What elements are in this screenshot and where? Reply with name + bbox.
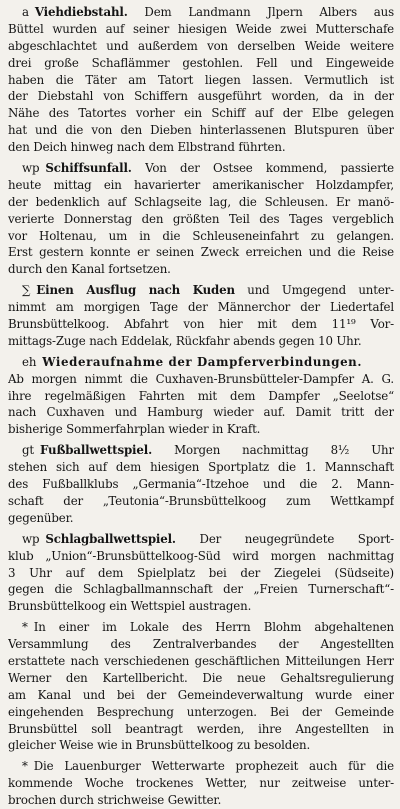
- article-ausflug: [8, 282, 394, 350]
- article-line: am Kanal und bei der Gemeindeverwaltung wurde einer: [8, 687, 394, 702]
- article-tag: gt: [22, 443, 34, 458]
- article-line: gegen die Schlagballmannschaft der „Freien Turnerschaft“-: [8, 582, 394, 597]
- article-text: Von der Ostsee kommend, passierte: [145, 161, 394, 176]
- article-line: drei große Schaflämmer gestohlen. Fell und Eingeweide: [8, 55, 394, 70]
- article-line: stehen sich auf dem hiesigen Sportplatz die 1. Mannschaft: [8, 460, 394, 475]
- article-first-line: [8, 442, 394, 459]
- article-tag: ∑: [22, 283, 31, 298]
- article-viehdiebstahl: [8, 4, 394, 156]
- article-line: Büttel wurden auf seiner hiesigen Weide zwei Mutterschafe: [8, 21, 394, 36]
- article-line: des Fußballklubs „Germania“-Itzehoe und die 2. Mann-: [8, 477, 394, 492]
- article-text: Der neugegründete Sport-: [199, 531, 394, 546]
- article-tag: *: [22, 759, 28, 774]
- article-text: und Umgegend unter-: [247, 283, 394, 298]
- article-line: ihre regelmäßigen Fahrten mit dem Dampfer „Seelotse“: [8, 388, 394, 403]
- article-line: Ab morgen nimmt die Cuxhaven-Brunsbütteler-Dampfer A. G.: [8, 371, 394, 386]
- article-first-line: [8, 4, 394, 21]
- article-line: mittags-Zuge nach Eddelak, Rückfahr abends gegen 10 Uhr.: [8, 333, 362, 348]
- article-line: vor Holtenau, um in die Schleuseneinfahrt zu gelangen.: [8, 228, 394, 243]
- article-first-line: [8, 619, 394, 636]
- article-headline: Viehdiebstahl.: [34, 5, 128, 19]
- article-line: haben die Täter am Tatort liegen lassen. Vermutlich ist: [8, 72, 394, 87]
- article-first-line: [8, 531, 394, 548]
- article-line: Werner den Kartellbericht. Die neue Gehaltsregulierung: [8, 670, 394, 685]
- article-line: der Diebstahl von Schiffern ausgeführt worden, da in der: [8, 89, 394, 104]
- article-line: Erst gestern konnte er seinen Zweck erreichen und die Reise: [8, 245, 394, 260]
- article-line: den Deich hinweg nach dem Elbstrand führten.: [8, 140, 286, 155]
- article-tag: wp: [22, 531, 40, 546]
- article-line: Brunsbüttel soll beantragt werden, ihre Angestellten in: [8, 721, 394, 736]
- article-line: heute mittag ein havarierter amerikanischer Holzdampfer,: [8, 177, 394, 192]
- article-line: bisherige Sommerfahrplan wieder in Kraft.: [8, 422, 261, 437]
- article-headline: Schiffsunfall.: [45, 161, 132, 176]
- article-line: abgeschlachtet und außerdem von derselben Weide weitere: [8, 38, 394, 53]
- article-line: 3 Uhr auf dem Spielplatz bei der Ziegelei (Südseite): [8, 565, 394, 580]
- article-line: Nähe des Tatortes vorher ein Schiff auf der Elbe gelegen: [8, 106, 394, 121]
- article-schiffsunfall: [8, 160, 394, 278]
- article-line: gleicher Weise wie in Brunsbüttelkoog zu besolden.: [8, 738, 311, 753]
- article-headline: Wiederaufnahme der Dampferverbindungen.: [42, 354, 363, 369]
- article-line: verierte Donnerstag den größten Teil des Tages vergeblich: [8, 211, 394, 226]
- article-first-line: [8, 160, 394, 177]
- article-tag: *: [22, 620, 28, 635]
- article-line: Versammlung des Zentralverbandes der Angestellten: [8, 637, 394, 652]
- article-line: Brunsbüttelkoog ein Wettspiel austragen.: [8, 599, 252, 614]
- article-schlagballwettspiel: [8, 531, 394, 615]
- article-line: klub „Union“-Brunsbüttelkoog-Süd wird morgen nachmittag: [8, 548, 394, 563]
- article-text: Morgen nachmittag 8½ Uhr: [174, 443, 394, 458]
- article-line: kommende Woche trockenes Wetter, nur zeitweise unter-: [8, 776, 394, 791]
- article-line: gegenüber.: [8, 510, 74, 525]
- article-headline: Schlagballwettspiel.: [45, 531, 176, 546]
- article-headline: Fußballwettspiel.: [40, 443, 153, 458]
- article-first-line: [8, 282, 394, 299]
- article-line: erstattete nach verschiedenen geschäftlichen Mitteilungen Herr: [8, 653, 394, 668]
- article-tag: wp: [22, 161, 40, 176]
- article-first-line: [8, 354, 394, 371]
- article-headline: Einen Ausflug nach Kuden: [36, 283, 235, 298]
- article-line: schaft der „Teutonia“-Brunsbüttelkoog zum Wettkampf: [8, 493, 394, 508]
- article-dampferverbindungen: [8, 354, 394, 438]
- article-line: der bedenklich auf Schlagseite lag, die Schleusen. Er manö-: [8, 194, 394, 209]
- article-text: In einer im Lokale des Herrn Blohm abgehaltenen: [33, 620, 394, 635]
- article-tag: a: [22, 5, 29, 19]
- article-first-line: [8, 758, 394, 775]
- article-text: Die Lauenburger Wetterwarte prophezeit auch für die: [33, 759, 394, 774]
- article-fussballwettspiel: [8, 442, 394, 526]
- article-line: brochen durch strichweise Gewitter.: [8, 793, 222, 808]
- article-line: nimmt am morgigen Tage der Männerchor der Liedertafel: [8, 300, 394, 315]
- article-line: durch den Kanal fortsetzen.: [8, 262, 171, 277]
- article-line: Brunsbüttelkoog. Abfahrt von hier mit dem 11¹⁹ Vor-: [8, 317, 394, 332]
- article-line: nach Cuxhaven und Hamburg wieder auf. Damit tritt der: [8, 405, 394, 420]
- article-wetterwarte: [8, 758, 394, 809]
- article-line: eingehenden Besprechung unterzogen. Bei der Gemeinde: [8, 704, 394, 719]
- article-text: Dem Landmann Jlpern Albers aus: [144, 5, 394, 19]
- article-zentralverband: [8, 619, 394, 754]
- article-line: hat und die von den Dieben hinterlassenen Blutspuren über: [8, 123, 394, 138]
- article-tag: eh: [22, 354, 37, 369]
